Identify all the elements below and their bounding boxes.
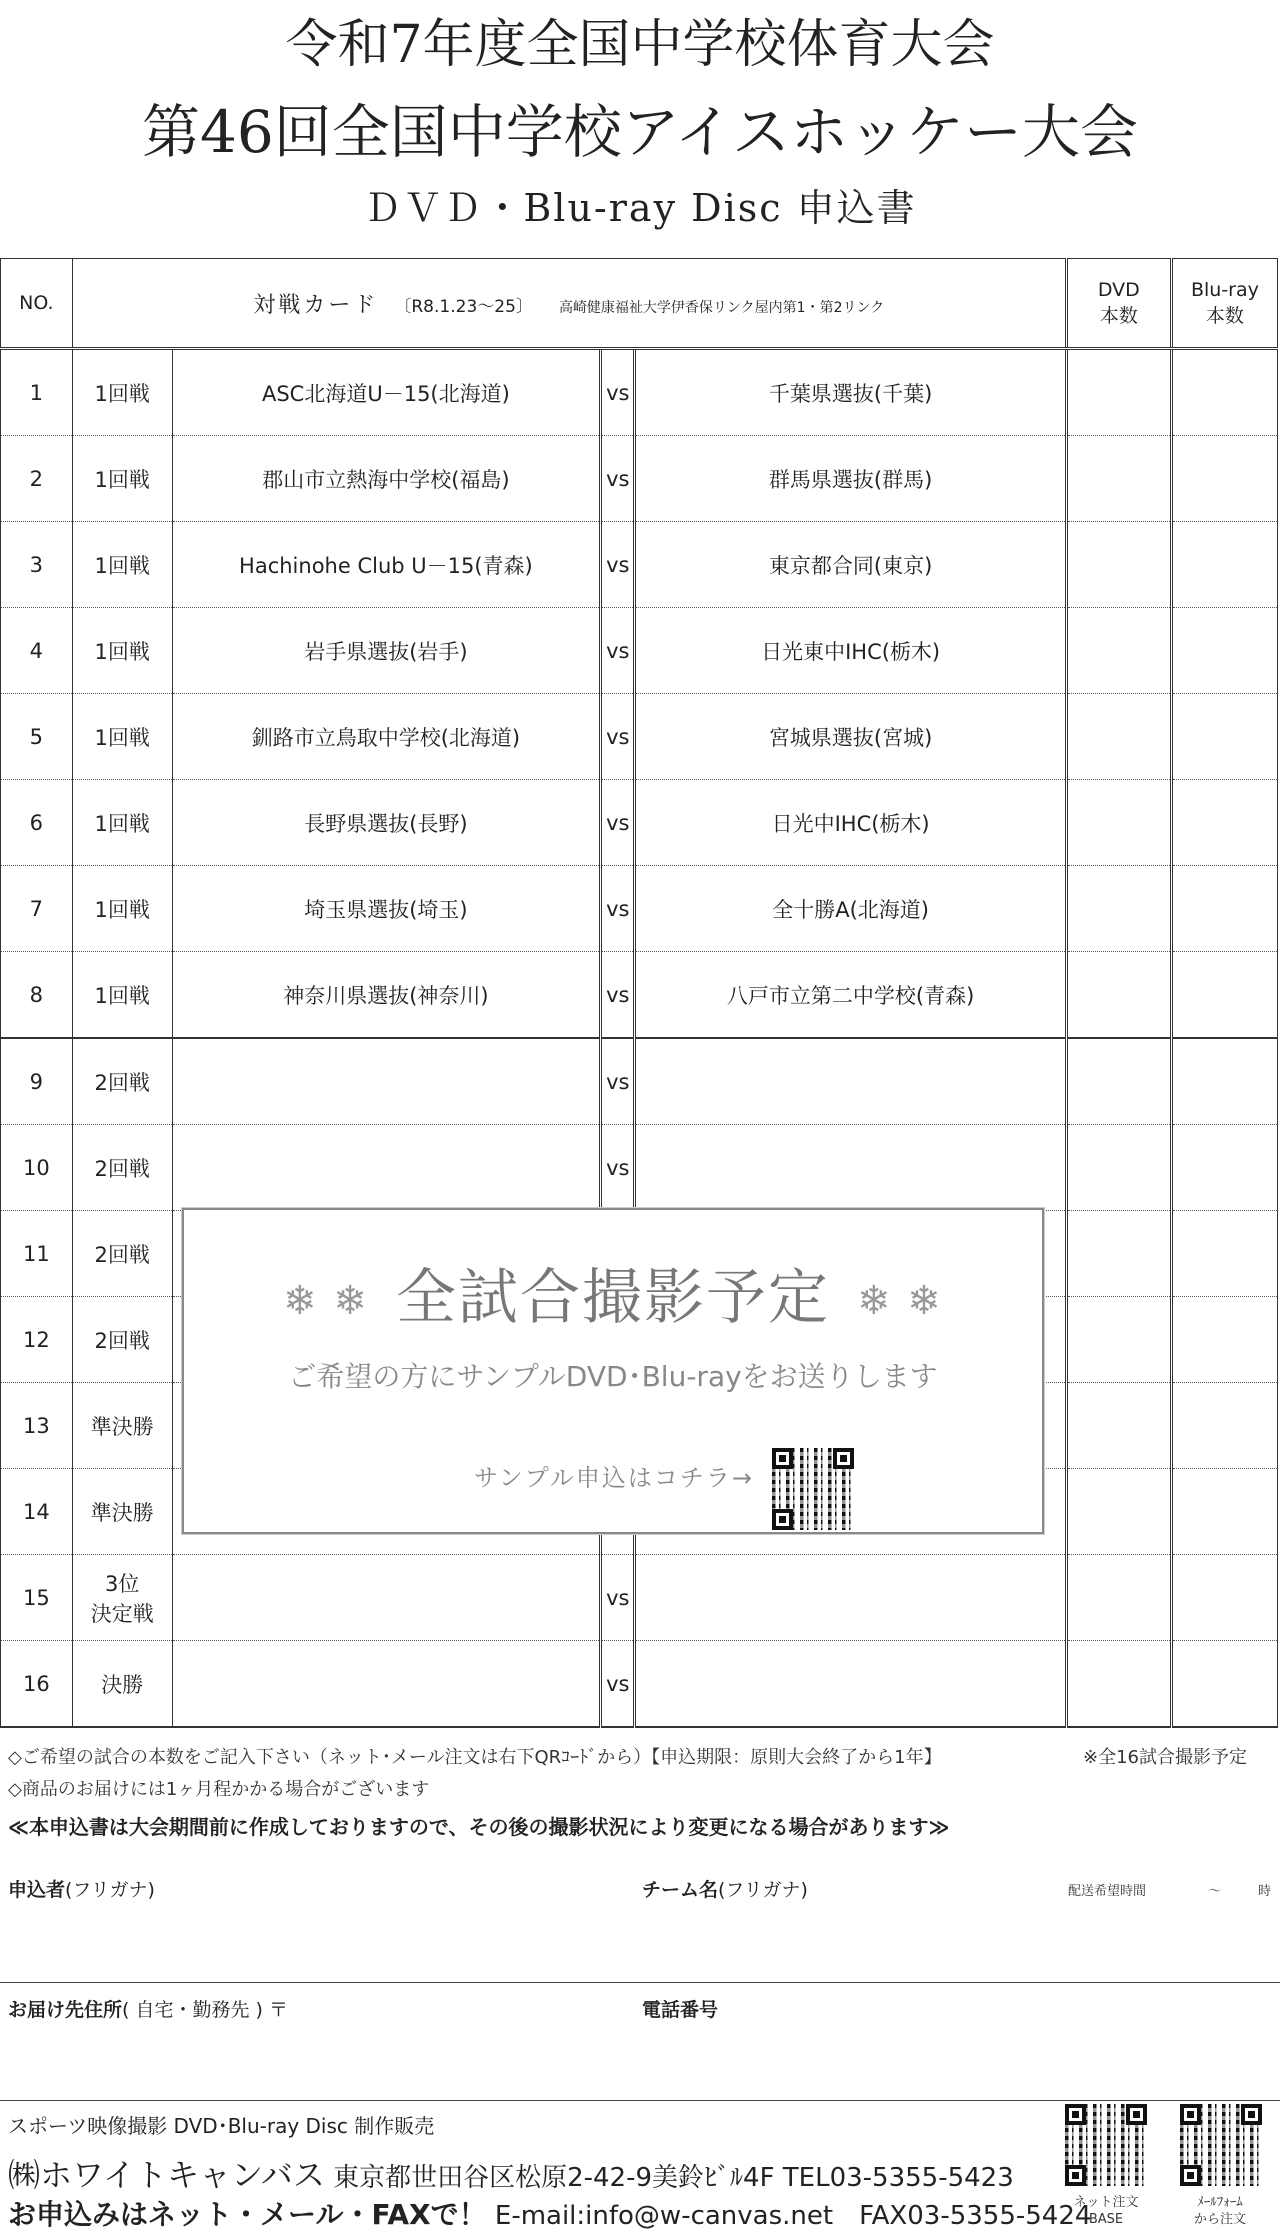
team1-name: 埼玉県選抜(埼玉) [172,866,600,952]
row-number: 8 [1,952,73,1039]
vs-label: vs [601,694,635,780]
round-label: 2回戦 [72,1038,172,1125]
team1-name: ASC北海道U－15(北海道) [172,349,600,436]
dvd-quantity-field[interactable] [1066,1038,1171,1125]
bluray-quantity-field[interactable] [1171,436,1277,522]
phone-field-label: 電話番号 [642,1999,719,2021]
delivery-time-unit: 時 [1258,1884,1272,1899]
round-label: 2回戦 [72,1297,172,1383]
team2-name: 群馬県選抜(群馬) [635,436,1066,522]
row-number: 12 [1,1297,73,1383]
table-row [1,866,1278,952]
footer-company-line [8,2150,1014,2196]
bluray-quantity-field[interactable] [1171,780,1277,866]
vs-label: vs [601,780,635,866]
company-name: ㈱ホワイトキャンバス [8,2156,325,2194]
table-row [1,952,1278,1039]
bluray-quantity-field[interactable] [1171,1641,1277,1728]
vs-label: vs [601,1555,635,1641]
row-number: 3 [1,522,73,608]
row-number: 4 [1,608,73,694]
vs-label: vs [601,1125,635,1211]
sample-request-link[interactable]: サンプル申込はコチラ→ [474,1464,754,1492]
team2-name: 千葉県選抜(千葉) [635,349,1066,436]
header-venue: 高崎健康福祉大学伊香保リンク屋内第1・第2リンク [558,299,885,316]
team1-name: Hachinohe Club U－15(青森) [172,522,600,608]
qr-caption-mailform: ﾒｰﾙﾌｫｰﾑ から注文 [1193,2195,1246,2227]
promo-title: 全試合撮影予定 [396,1263,830,1333]
team2-name [635,1125,1066,1211]
round-label: 1回戦 [72,349,172,436]
team2-name: 全十勝A(北海道) [635,866,1066,952]
delivery-time-label: 配送希望時間 [1068,1884,1147,1899]
bluray-quantity-field[interactable] [1171,1555,1277,1641]
vs-label: vs [601,608,635,694]
footer-contact-line [8,2193,1091,2233]
promo-subtitle: ご希望の方にサンプルDVD･Blu-rayをお送りします [288,1360,938,1393]
team1-name: 岩手県選抜(岩手) [172,608,600,694]
round-label: 1回戦 [72,952,172,1039]
sample-promo-box [182,1208,1044,1534]
team2-name: 東京都合同(東京) [635,522,1066,608]
table-row [1,1038,1278,1125]
promo-title-wrap [184,1250,1042,1336]
dvd-quantity-field[interactable] [1066,522,1171,608]
row-number: 11 [1,1211,73,1297]
team1-name: 釧路市立鳥取中学校(北海道) [172,694,600,780]
mailform-order-qr-code-icon[interactable] [1180,2104,1262,2186]
divider [0,2100,1280,2101]
bluray-quantity-field[interactable] [1171,952,1277,1039]
note-delivery: ◇商品のお届けには1ヶ月程かかる場合がございます [8,1779,430,1800]
dvd-quantity-field[interactable] [1066,952,1171,1039]
row-number: 5 [1,694,73,780]
team2-name [635,1555,1066,1641]
round-label: 1回戦 [72,866,172,952]
dvd-quantity-field[interactable] [1066,694,1171,780]
team-field-label: チーム名(フリガナ) [642,1879,808,1901]
bluray-quantity-field[interactable] [1171,1125,1277,1211]
bluray-quantity-field[interactable] [1171,1038,1277,1125]
note-all-games: ※全16試合撮影予定 [1083,1747,1247,1768]
team1-name: 神奈川県選抜(神奈川) [172,952,600,1039]
header-date: 〔R8.1.23〜25〕 [394,296,533,317]
round-label: 1回戦 [72,780,172,866]
row-number: 16 [1,1641,73,1728]
table-row [1,1125,1278,1211]
vs-label: vs [601,866,635,952]
round-label: 1回戦 [72,436,172,522]
bluray-quantity-field[interactable] [1171,1383,1277,1469]
header-card-label: 対戦カード [253,292,379,318]
bluray-quantity-field[interactable] [1171,1211,1277,1297]
dvd-quantity-field[interactable] [1066,1211,1171,1297]
company-address: 東京都世田谷区松原2-42-9美鈴ﾋﾞﾙ4F TEL03-5355-5423 [333,2163,1014,2193]
row-number: 6 [1,780,73,866]
team1-name [172,1038,600,1125]
event-title: 令和7年度全国中学校体育大会 [285,15,995,75]
row-number: 13 [1,1383,73,1469]
table-row [1,436,1278,522]
bluray-quantity-field[interactable] [1171,694,1277,780]
round-label: 2回戦 [72,1211,172,1297]
team1-name [172,1125,600,1211]
order-lead: お申込みはネット・メール・FAXで！ [8,2198,487,2231]
dvd-quantity-field[interactable] [1066,1125,1171,1211]
vs-label: vs [601,349,635,436]
dvd-quantity-field[interactable] [1066,349,1171,436]
dvd-quantity-field[interactable] [1066,1555,1171,1641]
row-number: 9 [1,1038,73,1125]
table-row [1,694,1278,780]
row-number: 10 [1,1125,73,1211]
table-row [1,608,1278,694]
table-row [1,1641,1278,1728]
snowflake-icon: ❄ ❄ [857,1278,943,1325]
vs-label: vs [601,522,635,608]
vs-label: vs [601,952,635,1039]
applicant-field-label: 申込者(フリガナ) [8,1879,155,1901]
tournament-title: 第46回全国中学校アイスホッケー大会 [141,98,1138,166]
footer-tagline: スポーツ映像撮影 DVD･Blu-ray Disc 制作販売 [8,2114,435,2138]
delivery-time-sep: ～ [1208,1884,1222,1899]
team1-name: 長野県選抜(長野) [172,780,600,866]
row-number: 1 [1,349,73,436]
qr-caption-base: ネット注文 BASE [1073,2195,1139,2227]
team2-name: 日光中IHC(栃木) [635,780,1066,866]
dvd-quantity-field[interactable] [1066,436,1171,522]
team1-name [172,1555,600,1641]
bluray-quantity-field[interactable] [1171,866,1277,952]
dvd-quantity-field[interactable] [1066,1641,1171,1728]
round-label: 1回戦 [72,608,172,694]
row-number: 7 [1,866,73,952]
header-dvd: DVD 本数 [1066,259,1171,349]
table-row [1,349,1278,436]
form-subtitle: ＤＶＤ・Blu-ray Disc 申込書 [363,186,917,230]
round-label: 2回戦 [72,1125,172,1211]
header-bluray: Blu-ray 本数 [1171,259,1277,349]
round-label: 準決勝 [72,1469,172,1555]
table-row [1,1555,1278,1641]
round-label: 1回戦 [72,694,172,780]
bluray-quantity-field[interactable] [1171,522,1277,608]
row-number: 2 [1,436,73,522]
team2-name [635,1038,1066,1125]
round-label: 決勝 [72,1641,172,1728]
dvd-quantity-field[interactable] [1066,780,1171,866]
row-number: 14 [1,1469,73,1555]
vs-label: vs [601,436,635,522]
table-row [1,780,1278,866]
table-row [1,522,1278,608]
team2-name: 日光東中IHC(栃木) [635,608,1066,694]
address-field-label: お届け先住所( 自宅・勤務先 ) 〒 [8,1999,288,2021]
contact-info: E-mail:info@w-canvas.net FAX03-5355-5424 [494,2201,1092,2231]
bluray-quantity-field[interactable] [1171,1469,1277,1555]
row-number: 15 [1,1555,73,1641]
divider [0,1982,1280,1983]
bluray-quantity-field[interactable] [1171,608,1277,694]
note-quantity: ◇ご希望の試合の本数をご記入下さい（ネット･メール注文は右下QRｺｰﾄﾞから）【申込期限：原則大会終了から1年】 [8,1747,942,1768]
dvd-quantity-field[interactable] [1066,1469,1171,1555]
dvd-quantity-field[interactable] [1066,866,1171,952]
team1-name: 郡山市立熱海中学校(福島) [172,436,600,522]
team2-name: 八戸市立第二中学校(青森) [635,952,1066,1039]
round-label: 準決勝 [72,1383,172,1469]
team2-name: 宮城県選抜(宮城) [635,694,1066,780]
round-label: 1回戦 [72,522,172,608]
base-order-qr-code-icon[interactable] [1065,2104,1147,2186]
note-disclaimer: ≪本申込書は大会期間前に作成しておりますので、その後の撮影状況により変更になる場合があります≫ [8,1815,950,1839]
vs-label: vs [601,1038,635,1125]
dvd-quantity-field[interactable] [1066,608,1171,694]
header-no: NO. [1,259,73,349]
header-matchcard [72,259,1066,349]
team1-name [172,1641,600,1728]
bluray-quantity-field[interactable] [1171,1297,1277,1383]
snowflake-icon: ❄ ❄ [283,1278,369,1325]
sample-qr-code-icon[interactable] [772,1448,854,1530]
team2-name [635,1641,1066,1728]
round-label: 3位 決定戦 [72,1555,172,1641]
dvd-quantity-field[interactable] [1066,1297,1171,1383]
bluray-quantity-field[interactable] [1171,349,1277,436]
vs-label: vs [601,1641,635,1728]
dvd-quantity-field[interactable] [1066,1383,1171,1469]
